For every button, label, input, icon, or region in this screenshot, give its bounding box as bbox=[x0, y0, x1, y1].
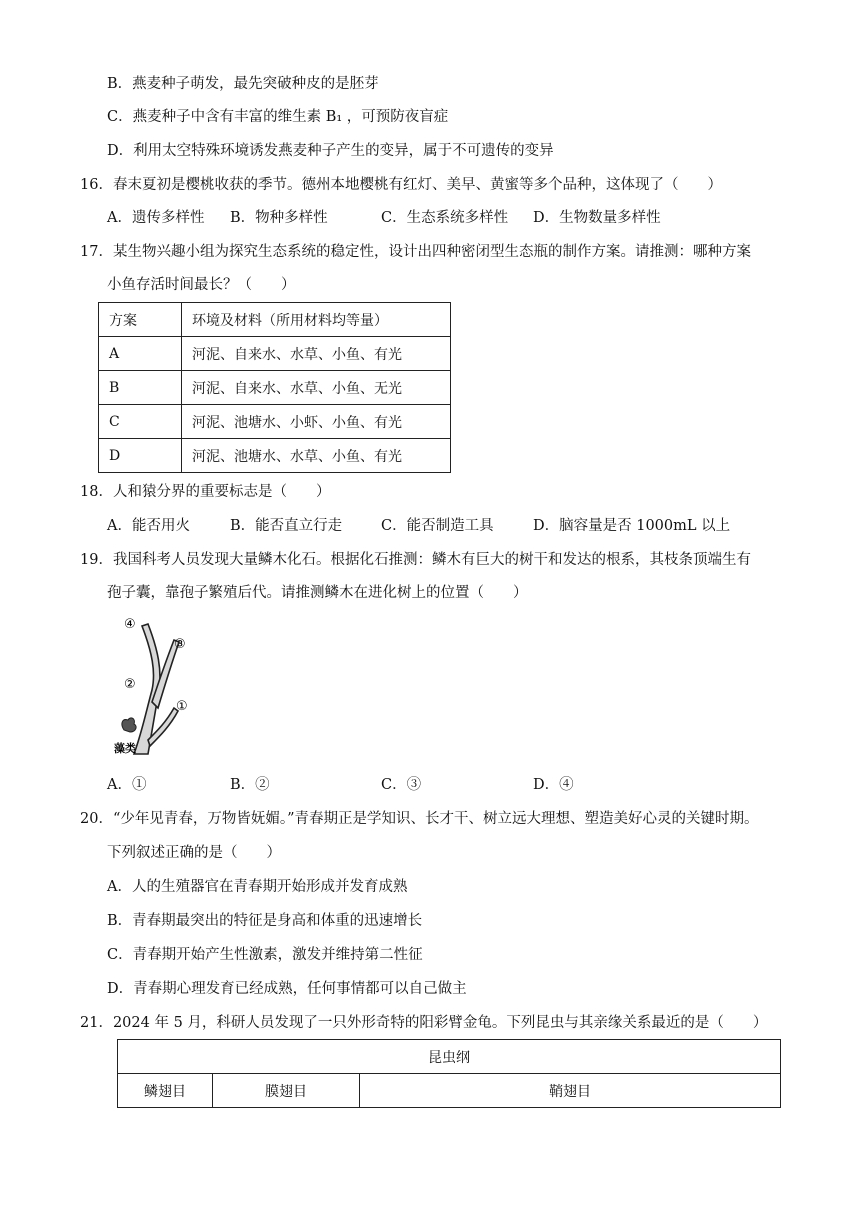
table-cell: 膜翅目 bbox=[213, 1074, 360, 1108]
table-row bbox=[118, 1074, 781, 1108]
q19-stem-line1: 19．我国科考人员发现大量鳞木化石。根据化石推测：鳞木有巨大的树干和发达的根系，其枝条顶端生有 bbox=[80, 552, 751, 568]
table-cell: B bbox=[99, 371, 182, 405]
q19-option-a: A．① bbox=[107, 777, 147, 793]
q18-stem: 18．人和猿分界的重要标志是（ ） bbox=[80, 484, 331, 500]
q18-option-d: D．脑容量是否 1000mL 以上 bbox=[533, 518, 731, 534]
q15-option-d: D．利用太空特殊环境诱发燕麦种子产生的变异，属于不可遗传的变异 bbox=[107, 143, 554, 159]
table-cell: A bbox=[99, 337, 182, 371]
q20-option-d: D．青春期心理发育已经成熟，任何事情都可以自己做主 bbox=[107, 981, 467, 997]
q19-stem-line2: 孢子囊，靠孢子繁殖后代。请推测鳞木在进化树上的位置（ ） bbox=[107, 585, 528, 601]
q18-option-a: A．能否用火 bbox=[107, 518, 190, 534]
q17-table bbox=[98, 302, 451, 473]
q18-option-c: C．能否制造工具 bbox=[381, 518, 494, 534]
q16-option-a: A．遗传多样性 bbox=[107, 210, 205, 226]
tree-label-4: ④ bbox=[124, 617, 136, 632]
tree-label-1: ① bbox=[176, 699, 188, 714]
table-row bbox=[118, 1040, 781, 1074]
q19-option-d: D．④ bbox=[533, 777, 574, 793]
table-cell: 河泥、池塘水、小虾、小鱼、有光 bbox=[182, 405, 451, 439]
q20-option-b: B．青春期最突出的特征是身高和体重的迅速增长 bbox=[107, 913, 423, 929]
q17-stem-line2: 小鱼存活时间最长？（ ） bbox=[107, 277, 296, 293]
q21-table bbox=[117, 1039, 781, 1108]
table-cell: 鳞翅目 bbox=[118, 1074, 213, 1108]
table-header-cell: 环境及材料（所用材料均等量） bbox=[182, 303, 451, 337]
table-cell: 河泥、自来水、水草、小鱼、无光 bbox=[182, 371, 451, 405]
table-row bbox=[99, 405, 451, 439]
table-row bbox=[99, 337, 451, 371]
table-cell: 河泥、自来水、水草、小鱼、有光 bbox=[182, 337, 451, 371]
table-row bbox=[99, 439, 451, 473]
algae-plant-icon bbox=[122, 718, 136, 732]
q20-stem-line1: 20．“少年见青春，万物皆妩媚。”青春期正是学知识、长才干、树立远大理想、塑造美好心灵的关键时期。 bbox=[80, 811, 759, 827]
table-header-row bbox=[99, 303, 451, 337]
tree-base-label: 藻类 bbox=[114, 742, 136, 755]
table-header-cell: 方案 bbox=[99, 303, 182, 337]
table-cell: 河泥、池塘水、水草、小鱼、有光 bbox=[182, 439, 451, 473]
evolution-tree-figure bbox=[112, 612, 192, 762]
q16-stem: 16．春末夏初是樱桃收获的季节。德州本地樱桃有红灯、美早、黄蜜等多个品种，这体现了（ ） bbox=[80, 177, 722, 193]
q20-stem-line2: 下列叙述正确的是（ ） bbox=[107, 845, 281, 861]
q18-option-b: B．能否直立行走 bbox=[230, 518, 343, 534]
q16-option-c: C．生态系统多样性 bbox=[381, 210, 509, 226]
q17-stem-line1: 17．某生物兴趣小组为探究生态系统的稳定性，设计出四种密闭型生态瓶的制作方案。请推测：哪种方案 bbox=[80, 244, 751, 260]
q15-option-b: B．燕麦种子萌发，最先突破种皮的是胚芽 bbox=[107, 76, 379, 92]
q19-option-c: C．③ bbox=[381, 777, 422, 793]
q21-stem: 21．2024 年 5 月，科研人员发现了一只外形奇特的阳彩臂金龟。下列昆虫与其亲缘关系最近的是（ ） bbox=[80, 1015, 768, 1031]
q16-option-b: B．物种多样性 bbox=[230, 210, 328, 226]
table-cell: C bbox=[99, 405, 182, 439]
tree-label-3: ③ bbox=[174, 637, 186, 652]
q19-option-b: B．② bbox=[230, 777, 270, 793]
q20-option-c: C．青春期开始产生性激素，激发并维持第二性征 bbox=[107, 947, 423, 963]
q20-option-a: A．人的生殖器官在青春期开始形成并发育成熟 bbox=[107, 879, 408, 895]
q15-option-c: C．燕麦种子中含有丰富的维生素 B₁ ，可预防夜盲症 bbox=[107, 109, 449, 125]
table-row bbox=[99, 371, 451, 405]
table-cell: D bbox=[99, 439, 182, 473]
table-cell: 鞘翅目 bbox=[360, 1074, 781, 1108]
table-title-cell: 昆虫纲 bbox=[118, 1040, 781, 1074]
q16-option-d: D．生物数量多样性 bbox=[533, 210, 661, 226]
tree-label-2: ② bbox=[124, 677, 136, 692]
